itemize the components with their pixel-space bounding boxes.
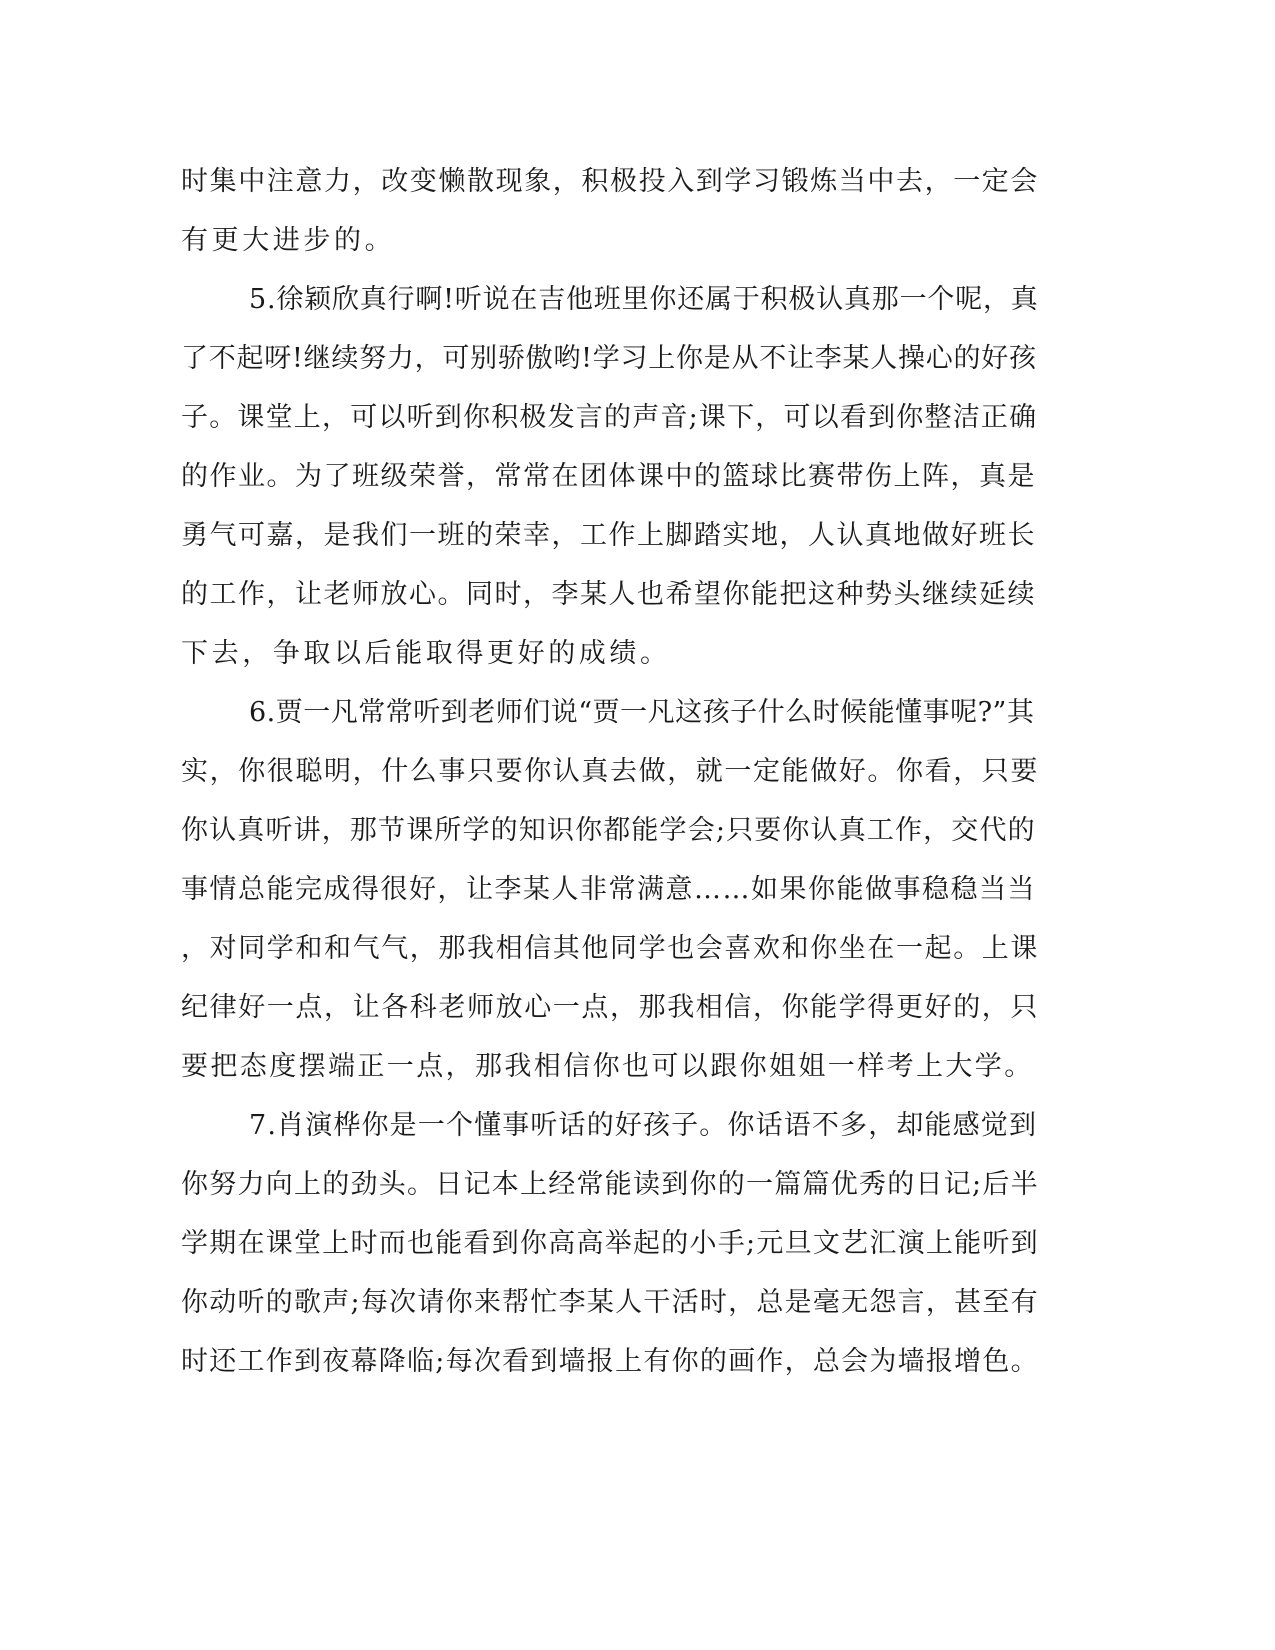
text-line: 5.徐颖欣真行啊!听说在吉他班里你还属于积极认真那一个呢，真 xyxy=(249,284,1039,315)
text-line: 学期在课堂上时而也能看到你高高举起的小手;元旦文艺汇演上能听到 xyxy=(181,1228,1039,1259)
text-line: 6.贾一凡常常听到老师们说“贾一凡这孩子什么时候能懂事呢?”其 xyxy=(249,697,1035,728)
text-line: 纪律好一点，让各科老师放心一点，那我相信，你能学得更好的，只 xyxy=(181,992,1039,1023)
text-line: 实，你很聪明，什么事只要你认真去做，就一定能做好。你看，只要 xyxy=(181,756,1039,787)
text-line: 时还工作到夜幕降临;每次看到墙报上有你的画作，总会为墙报增色。 xyxy=(181,1346,1039,1377)
text-line: 有更大进步的。 xyxy=(181,225,396,256)
text-line: 勇气可嘉，是我们一班的荣幸，工作上脚踏实地，人认真地做好班长 xyxy=(181,520,1036,551)
text-line: 的作业。为了班级荣誉，常常在团体课中的篮球比赛带伤上阵，真是 xyxy=(181,461,1036,492)
text-line: ，对同学和和气气，那我相信其他同学也会喜欢和你坐在一起。上课 xyxy=(181,933,1039,964)
text-line: 你动听的歌声;每次请你来帮忙李某人干活时，总是毫无怨言，甚至有 xyxy=(181,1287,1039,1318)
text-line: 你努力向上的劲头。日记本上经常能读到你的一篇篇优秀的日记;后半 xyxy=(181,1169,1039,1200)
text-line: 7.肖演桦你是一个懂事听话的好孩子。你话语不多，却能感觉到 xyxy=(249,1110,1038,1141)
text-line: 的工作，让老师放心。同时，李某人也希望你能把这种势头继续延续 xyxy=(181,579,1036,610)
text-line: 了不起呀!继续努力，可别骄傲哟!学习上你是从不让李某人操心的好孩 xyxy=(181,343,1037,374)
text-line: 要把态度摆端正一点，那我相信你也可以跟你姐姐一样考上大学。 xyxy=(181,1051,1034,1082)
text-line: 下去，争取以后能取得更好的成绩。 xyxy=(181,638,671,669)
text-line: 时集中注意力，改变懒散现象，积极投入到学习锻炼当中去，一定会 xyxy=(181,166,1039,197)
text-line: 子。课堂上，可以听到你积极发言的声音;课下，可以看到你整洁正确 xyxy=(181,402,1038,433)
text-line: 你认真听讲，那节课所学的知识你都能学会;只要你认真工作，交代的 xyxy=(181,815,1036,846)
text-line: 事情总能完成得很好，让李某人非常满意……如果你能做事稳稳当当 xyxy=(181,874,1036,905)
